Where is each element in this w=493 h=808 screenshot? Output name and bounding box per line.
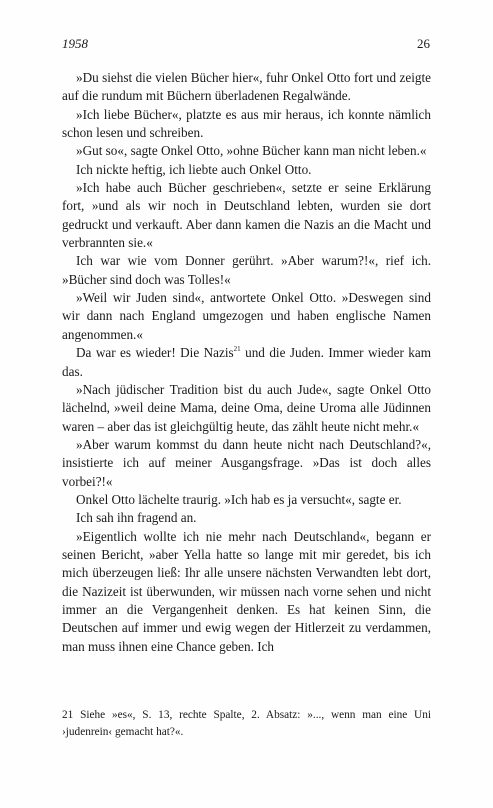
paragraph: »Weil wir Juden sind«, antwortete Onkel Otto. »Deswegen sind wir dann nach England umgezogen und haben englische Namen angenommen.« xyxy=(62,290,431,342)
paragraph: Ich sah ihn fragend an. xyxy=(76,510,197,526)
paragraph: Onkel Otto lächelte traurig. »Ich hab es ja versucht«, sagte er. xyxy=(76,491,402,507)
paragraph: Ich nickte heftig, ich liebte auch Onkel Otto. xyxy=(76,161,312,177)
paragraph: Ich war wie vom Donner gerührt. »Aber warum?!«, rief ich. »Bücher sind doch was Tolles!« xyxy=(62,253,431,287)
paragraph: »Du siehst die vielen Bücher hier«, fuhr Onkel Otto fort und zeigte auf die rundum mit Büchern überladenen Regalwände. xyxy=(62,70,431,104)
paragraph: »Ich habe auch Bücher geschrieben«, setzte er seine Erklärung fort, »und als wir noch in Deutschland lebten, wurden sie dort gedruckt und verkauft. Aber dann kamen die Nazis an die Macht und verbrannten sie.« xyxy=(62,180,431,251)
body-text xyxy=(62,69,431,656)
paragraph: »Gut so«, sagte Onkel Otto, »ohne Bücher kann man nicht leben.« xyxy=(76,143,427,159)
paragraph: Da war es wieder! Die Nazis$^{21}$ und die Juden. Immer wieder kam das. xyxy=(62,345,431,379)
paragraph: »Ich liebe Bücher«, platzte es aus mir heraus, ich konnte nämlich schon lesen und schreiben. xyxy=(62,106,431,141)
footnote-reference[interactable]: 21 xyxy=(233,345,241,354)
page-number: 26 xyxy=(417,36,430,51)
paragraph: »Nach jüdischer Tradition bist du auch Jude«, sagte Onkel Otto lächelnd, »weil deine Mama, deine Oma, deine Uroma alle Jüdinnen waren – aber das ist gleichgültig heute, das zählt heute nicht mehr.« xyxy=(62,381,431,434)
footnote: 21 Siehe »es«, S. 13, rechte Spalte, 2. Absatz: »..., wenn man eine Uni ›judenrein‹ gemacht hat?«. xyxy=(62,709,431,738)
paragraph: »Eigentlich wollte ich nie mehr nach Deutschland«, begann er seinen Bericht, »aber Yella hatte so lange mit mir geredet, bis ich mich überzeugen ließ: Ihr alle unsere nächsten Verwandten lebt dort, die Nazizeit ist überwunden, wir müssen nach vorne sehen und nicht immer an die Vergangenheit denken. Es hat keinen Sinn, die Deutschen auf immer und ewig wegen der Hitlerzeit zu verdammen, man muss ihnen eine Chance geben. Ich xyxy=(62,528,431,654)
paragraph: »Aber warum kommst du dann heute nicht nach Deutschland?«, insistierte ich auf meiner Ausgangsfrage. »Das ist doch alles vorbei?!« xyxy=(62,436,431,489)
running-head-year: 1958 xyxy=(62,36,88,51)
